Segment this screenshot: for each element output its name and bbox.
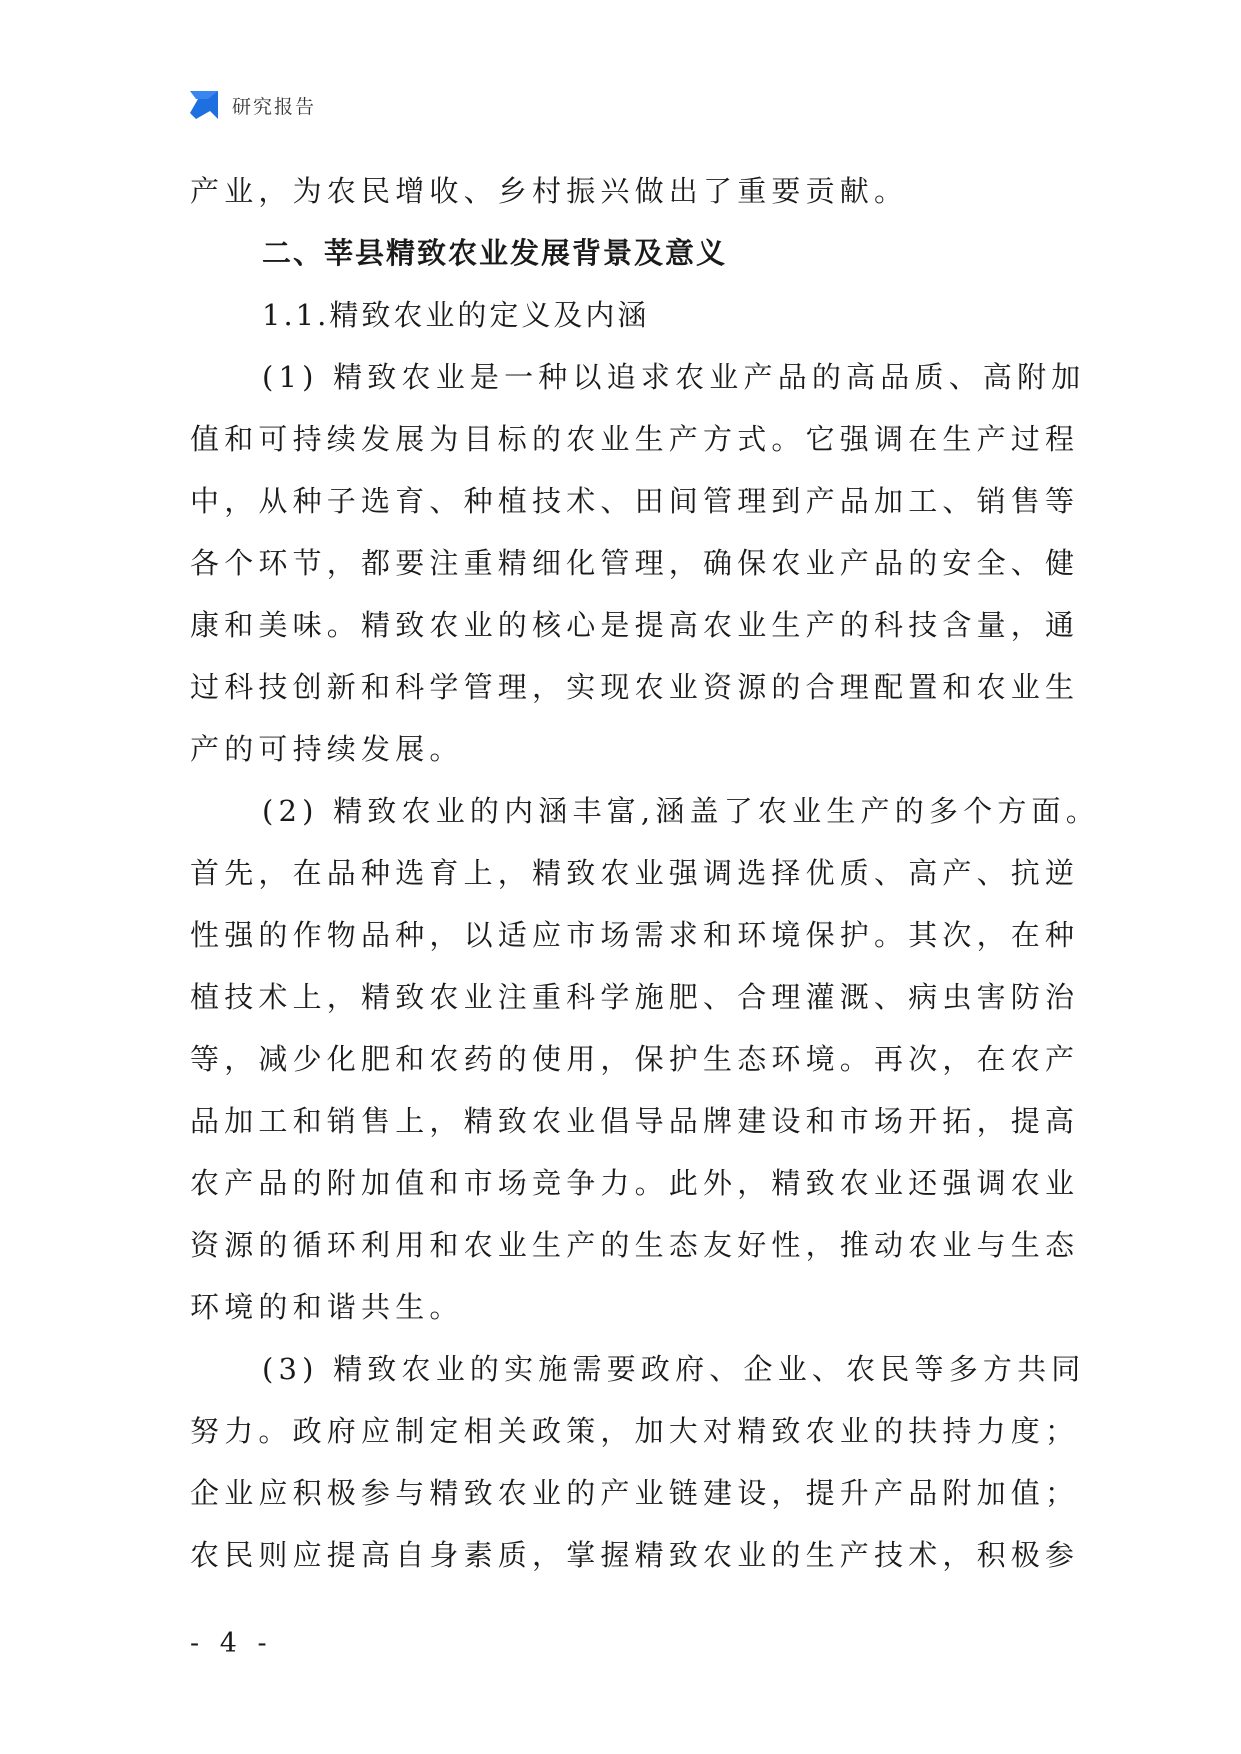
section-heading: 二、莘县精致农业发展背景及意义 [262, 236, 728, 270]
text-line: 企业应积极参与精致农业的产业链建设，提升产品附加值； [190, 1476, 1080, 1510]
document-body [190, 160, 1100, 1586]
text-line: 过科技创新和科学管理，实现农业资源的合理配置和农业生 [190, 670, 1080, 704]
text-line: 值和可持续发展为目标的农业生产方式。它强调在生产过程 [190, 422, 1080, 456]
text-line: 资源的循环利用和农业生产的生态友好性，推动农业与生态 [190, 1228, 1080, 1262]
text-line: 首先，在品种选育上，精致农业强调选择优质、高产、抗逆 [190, 856, 1080, 890]
text-line: 产业，为农民增收、乡村振兴做出了重要贡献。 [190, 174, 909, 208]
arrow-logo-icon [188, 89, 220, 121]
text-line: 农民则应提高自身素质，掌握精致农业的生产技术，积极参 [190, 1538, 1080, 1572]
text-line: 环境的和谐共生。 [190, 1290, 464, 1324]
text-line: 性强的作物品种，以适应市场需求和环境保护。其次，在种 [190, 918, 1080, 952]
text-line: 努力。政府应制定相关政策，加大对精致农业的扶持力度； [190, 1414, 1080, 1448]
text-line: 中，从种子选育、种植技术、田间管理到产品加工、销售等 [190, 484, 1080, 518]
text-line: 品加工和销售上，精致农业倡导品牌建设和市场开拓，提高 [190, 1104, 1080, 1138]
text-line: 等，减少化肥和农药的使用，保护生态环境。再次，在农产 [190, 1042, 1080, 1076]
text-line: (1) 精致农业是一种以追求农业产品的高品质、高附加 [262, 360, 1086, 394]
text-line: 产的可持续发展。 [190, 732, 464, 766]
text-line: 农产品的附加值和市场竞争力。此外，精致农业还强调农业 [190, 1166, 1080, 1200]
page-number: - 4 - [190, 1628, 273, 1659]
report-header [188, 88, 316, 122]
header-title: 研究报告 [232, 95, 317, 118]
text-line: 康和美味。精致农业的核心是提高农业生产的科技含量，通 [190, 608, 1080, 642]
text-line: (3) 精致农业的实施需要政府、企业、农民等多方共同 [262, 1352, 1086, 1386]
text-line: (2) 精致农业的内涵丰富,涵盖了农业生产的多个方面。 [262, 794, 1100, 828]
text-line: 植技术上，精致农业注重科学施肥、合理灌溉、病虫害防治 [190, 980, 1080, 1014]
subsection-heading: 1.1.精致农业的定义及内涵 [262, 298, 650, 332]
text-line: 各个环节，都要注重精细化管理，确保农业产品的安全、健 [190, 546, 1080, 580]
